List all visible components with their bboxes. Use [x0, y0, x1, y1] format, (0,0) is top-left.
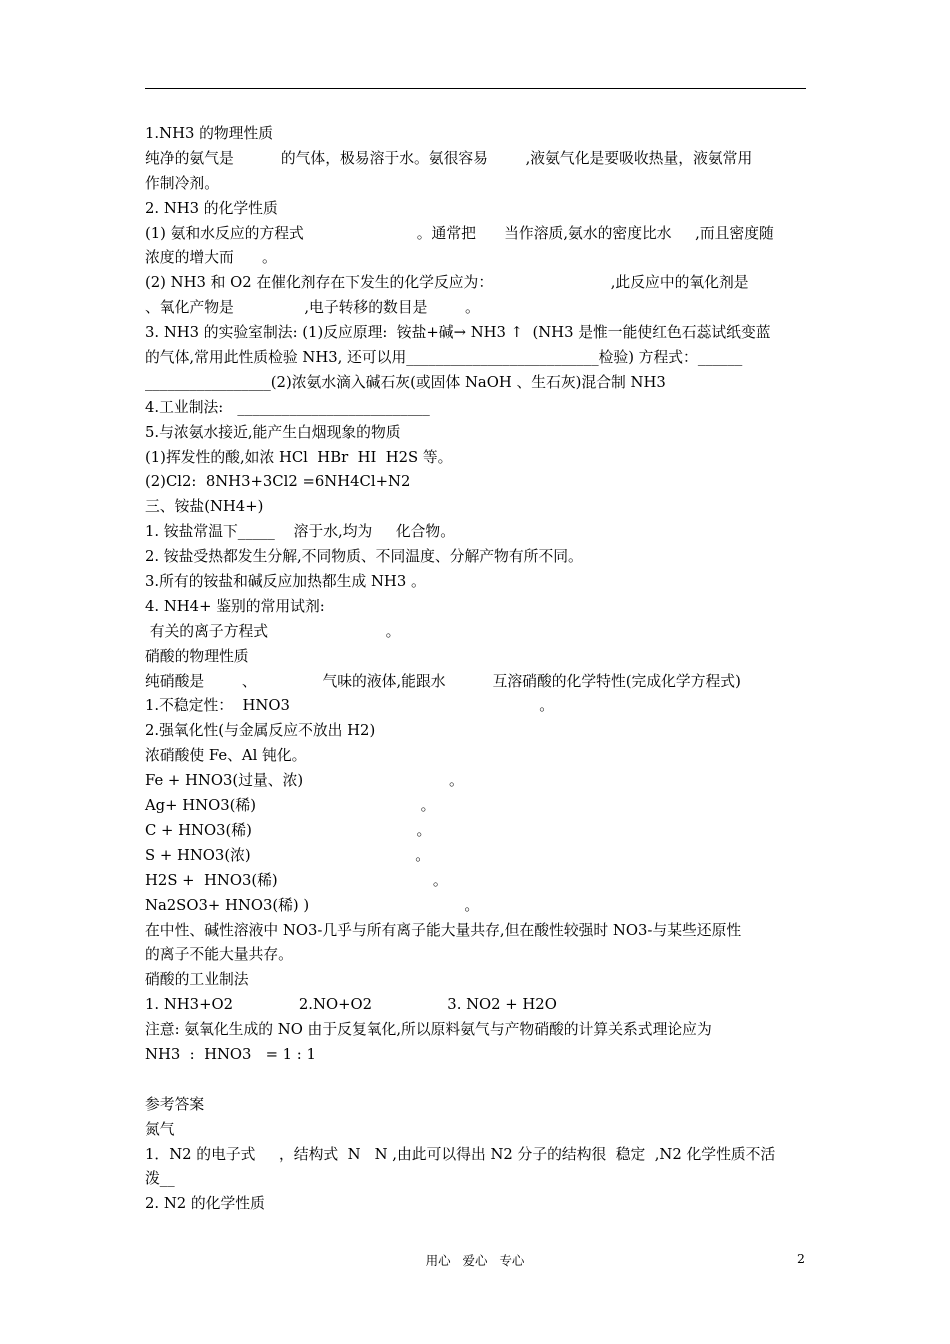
- equation-line: Na2SO3+ HNO3(稀) ) 。: [145, 896, 480, 914]
- text-line: 的离子不能大量共存。: [145, 946, 293, 964]
- text-line: 注意: 氨氧化生成的 NO 由于反复氧化,所以原料氨气与产物硝酸的计算关系式理论应为: [145, 1021, 712, 1039]
- text-line: NH3 : HNO3 = 1 : 1: [145, 1045, 316, 1063]
- text-line: _________________(2)浓氨水滴入碱石灰(或固体 NaOH 、生石灰)混合制 NH3: [145, 373, 666, 391]
- text-line: 纯净的氨气是 的气体，极易溶于水。氨很容易 ,液氨气化是要吸收热量，液氨常用: [145, 149, 753, 167]
- text-line: 、氧化产物是 ,电子转移的数目是 。: [145, 299, 480, 317]
- equation-line: Ag+ HNO3(稀) 。: [145, 797, 436, 815]
- section-heading: 硝酸的工业制法: [145, 971, 249, 989]
- text-line: 的气体,常用此性质检验 NH3, 还可以用__________________________检验) 方程式：______: [145, 349, 743, 367]
- text-line: 有关的离子方程式 。: [145, 622, 401, 640]
- section-heading: 硝酸的物理性质: [145, 647, 249, 665]
- text-line: (2)Cl2: 8NH3+3Cl2 =6NH4Cl+N2: [145, 473, 411, 491]
- text-line: (1) 氨和水反应的方程式 。通常把 当作溶质,氨水的密度比水 ,而且密度随: [145, 224, 774, 242]
- equation-line: C + HNO3(稀) 。: [145, 821, 432, 839]
- text-line: 1. NH3+O2 2.NO+O2 3. NO2 + H2O: [145, 996, 557, 1014]
- equation-line: H2S + HNO3(稀) 。: [145, 871, 448, 889]
- text-line: 1.NH3 的物理性质: [145, 125, 274, 142]
- text-line: 1.不稳定性： HNO3 。: [145, 697, 554, 715]
- text-line: 2. NH3 的化学性质: [145, 199, 278, 217]
- document-body: [145, 122, 806, 1217]
- section-heading: 氮气: [145, 1120, 175, 1138]
- text-line: 浓度的增大而 。: [145, 249, 277, 267]
- section-heading: 三、铵盐(NH4+): [145, 498, 264, 516]
- text-line: 2.强氧化性(与金属反应不放出 H2): [145, 722, 376, 740]
- footer-slogan: 用心 爱心 专心: [425, 1253, 525, 1268]
- text-line: 3. NH3 的实验室制法: (1)反应原理: 铵盐+碱→ NH3 ↑ (NH3 是惟一能使红色石蕊试纸变蓝: [145, 324, 771, 342]
- text-line: 2. 铵盐受热都发生分解,不同物质、不同温度、分解产物有所不同。: [145, 548, 583, 566]
- text-line: 4. NH4+ 鉴别的常用试剂:: [145, 597, 325, 615]
- header-rule: [145, 88, 806, 89]
- section-heading: 参考答案: [145, 1095, 205, 1113]
- blank-line: [145, 1068, 806, 1093]
- text-line: 3.所有的铵盐和碱反应加热都生成 NH3 。: [145, 573, 426, 591]
- text-line: (1)挥发性的酸,如浓 HCl HBr HI H2S 等。: [145, 448, 453, 466]
- text-line: 泼__: [145, 1170, 175, 1188]
- text-line: 1. 铵盐常温下_____ 溶于水,均为 化合物。: [145, 523, 456, 541]
- text-line: 作制冷剂。: [145, 174, 219, 192]
- text-line: 4.工业制法: __________________________: [145, 398, 430, 416]
- equation-line: S + HNO3(浓) 。: [145, 846, 431, 864]
- text-line: 在中性、碱性溶液中 NO3-几乎与所有离子能大量共存,但在酸性较强时 NO3-与某些还原性: [145, 921, 742, 939]
- text-line: 2. N2 的化学性质: [145, 1195, 265, 1213]
- text-line: (2) NH3 和 O2 在催化剂存在下发生的化学反应为： ,此反应中的氧化剂是: [145, 274, 749, 292]
- text-line: 5.与浓氨水接近,能产生白烟现象的物质: [145, 423, 401, 441]
- text-line: 1．N2 的电子式 ，结构式 N N ,由此可以得出 N2 分子的结构很 稳定 ,N2 化学性质不活: [145, 1145, 776, 1163]
- text-line: 浓硝酸使 Fe、Al 钝化。: [145, 747, 307, 765]
- text-line: 纯硝酸是 、 气味的液体,能跟水 互溶硝酸的化学特性(完成化学方程式): [145, 672, 741, 690]
- equation-line: Fe + HNO3(过量、浓) 。: [145, 772, 464, 790]
- page-number: 2: [797, 1251, 805, 1266]
